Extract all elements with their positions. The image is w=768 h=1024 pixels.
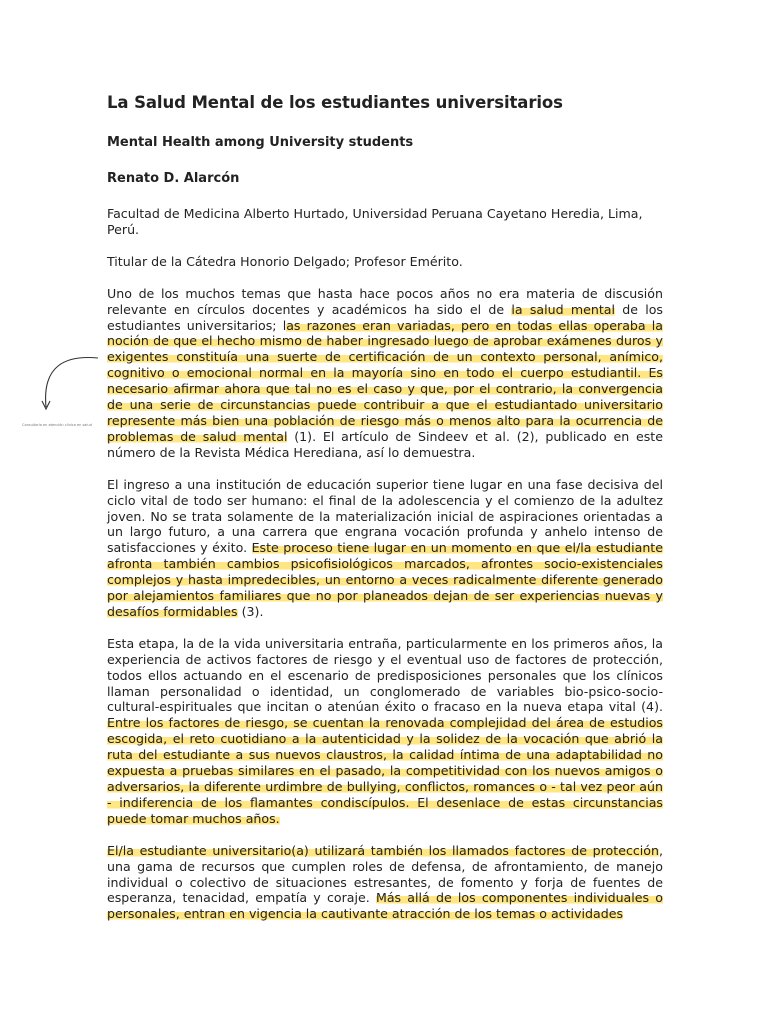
highlighted-text: Más allá de los componentes individuales o personales, entran en vigencia la cautivante atracción de los temas o actividades bbox=[107, 890, 663, 922]
body-paragraph-4 bbox=[107, 843, 663, 923]
document-subtitle: Mental Health among University students bbox=[107, 135, 414, 150]
highlighted-text: la salud mental bbox=[511, 301, 616, 317]
body-paragraph-3 bbox=[107, 636, 663, 827]
document-title: La Salud Mental de los estudiantes universitarios bbox=[107, 93, 563, 112]
author-name: Renato D. Alarcón bbox=[107, 171, 240, 186]
highlighted-text: as razones eran variadas, pero en todas ellas operaba la noción de que el hecho mismo de haber ingresado luego de aprobar exámenes duros y exigentes constituía una suerte de certificación de un contexto personal, anímico, cognitivo o emocional normal en la mayoría sino en todo el cuerpo estudiantil. Es necesario afirmar ahora que tal no es el caso y que, por el contrario, la convergencia de una serie de circunstancias puede contribuir a que el estudiantado universitario represente más bien una población de riesgo más o menos alto para la ocurrencia de problemas de salud mental bbox=[107, 317, 663, 444]
text-run: , una gama de recursos que cumplen roles de defensa, de afrontamiento, de manejo individual o colectivo de situaciones estresantes, de fomento y forja de fuentes de esperanza, tenacidad, empatía y coraje. bbox=[107, 842, 663, 906]
text-run: (1). El artículo de Sindeev et al. (2), publicado en este número de la Revista Médica Herediana, así lo demuestra. bbox=[107, 428, 663, 460]
text-run: Esta etapa, la de la vida universitaria entraña, particularmente en los primeros años, la experiencia de activos factores de riesgo y el eventual uso de factores de protección, todos ellos actuando en el escenario de predisposiciones personales que los clínicos llaman personalidad o identidad, un conglomerado de variables bio-psico-socio-cultural-espirituales que incitan o atenúan éxito o fracaso en la nueva etapa vital (4). bbox=[107, 635, 663, 715]
text-run: de los estudiantes universitarios; l bbox=[107, 301, 663, 333]
highlighted-text: Este proceso tiene lugar en un momento en que el/la estudiante afronta también cambios psicofisiológicos marcados, afrontes socio-existenciales complejos y hasta impredecibles, un entorno a veces radicalmente diferente generado por alejamientos familiares que no por planeados dejan de ser experiencias nuevas y desafíos formidables bbox=[107, 540, 663, 619]
document-body bbox=[107, 92, 663, 938]
curved-arrow-annotation bbox=[36, 355, 106, 415]
affiliation-paragraph: Facultad de Medicina Alberto Hurtado, Universidad Peruana Cayetano Heredia, Lima, Perú. bbox=[107, 206, 643, 237]
text-run: Uno de los muchos temas que hasta hace pocos años no era materia de discusión relevante en círculos docentes y académicos ha sido el de bbox=[107, 285, 663, 317]
highlighted-text: El/la estudiante universitario(a) utilizará también los llamados factores de protección bbox=[107, 842, 659, 858]
position-paragraph: Titular de la Cátedra Honorio Delgado; Profesor Emérito. bbox=[107, 253, 463, 269]
text-run: (3). bbox=[237, 603, 264, 619]
text-run: El ingreso a una institución de educación superior tiene lugar en una fase decisiva del ciclo vital de todo ser humano: el final de la adolescencia y el comienzo de la adultez joven. No se trata solamente de la materialización inicial de aspiraciones orientadas a un largo futuro, a una carrera que engrana vocación profunda y anhelo intenso de satisfacciones y éxito. bbox=[107, 476, 663, 556]
body-paragraph-1 bbox=[107, 286, 663, 461]
highlighted-text: Entre los factores de riesgo, se cuentan la renovada complejidad del área de estudios escogida, el reto cuotidiano a la autenticidad y la solidez de la vocación que abrió la ruta del estudiante a sus nuevos claustros, la calidad íntima de una adaptabilidad no expuesta a pruebas similares en el pasado, la competitividad con los nuevos amigos o adversarios, la diferente urdimbre de bullying, conflictos, romances o - tal vez peor aún - indiferencia de los flamantes condiscípulos. El desenlace de estas circunstancias puede tomar muchos años. bbox=[107, 715, 663, 826]
margin-note: Consultoría en atención clínica en salud bbox=[22, 423, 92, 427]
body-paragraph-2 bbox=[107, 477, 663, 620]
